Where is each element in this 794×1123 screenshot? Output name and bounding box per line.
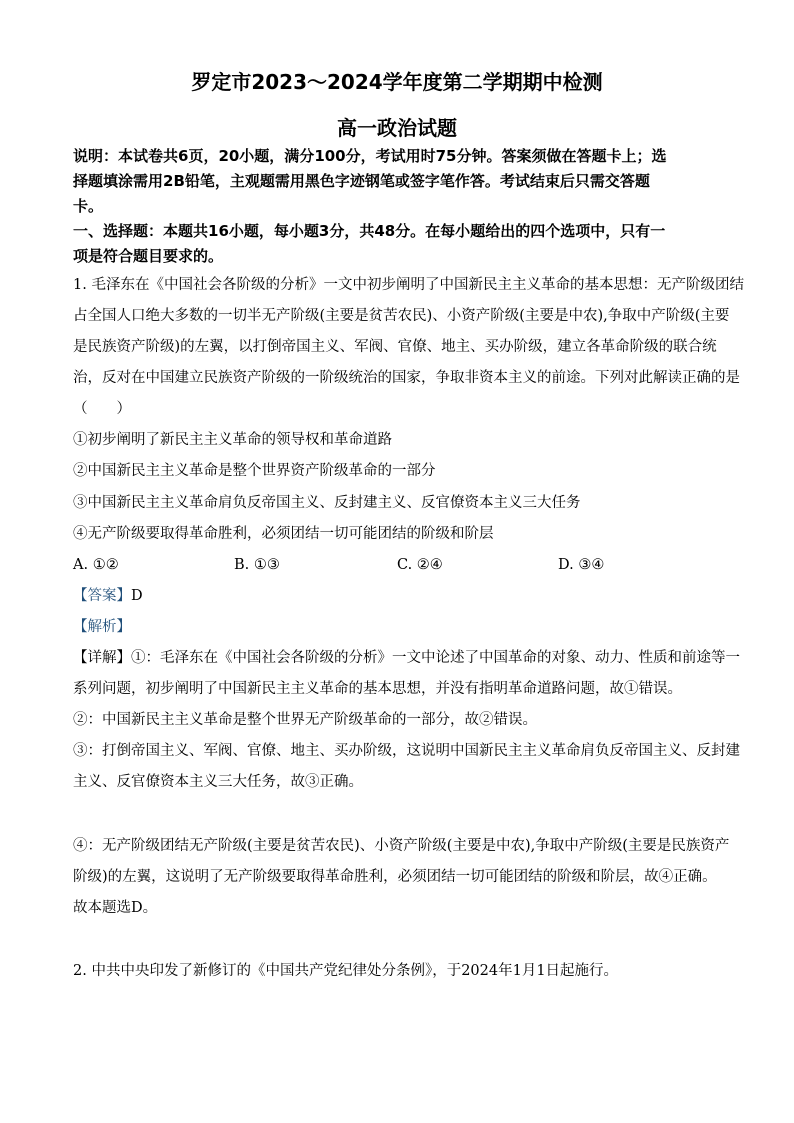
instructions-line-2: 择题填涂需用2B铅笔，主观题需用黑色字迹钢笔或签字笔作答。考试结束后只需交答题 — [73, 172, 650, 190]
answer-value: D — [131, 588, 143, 604]
question-2-stem: 2. 中共中央印发了新修订的《中国共产党纪律处分条例》，于2024年1月1日起施行。 — [73, 963, 619, 979]
instructions-line-3: 卡。 — [73, 197, 104, 215]
exam-subtitle: 高一政治试题 — [337, 116, 457, 140]
detail-line-3: ②：中国新民主主义革命是整个世界无产阶级革命的一部分，故②错误。 — [73, 712, 537, 728]
option-d: D. ③④ — [558, 557, 605, 573]
option-a: A. ①② — [73, 557, 119, 573]
statement-2: ②中国新民主主义革命是整个世界资产阶级革命的一部分 — [73, 463, 436, 479]
question-1-stem-line-4: 治，反对在中国建立民族资产阶级的一阶级统治的国家，争取非资本主义的前途。下列对此解读正确的是 — [73, 370, 740, 386]
detail-line-1: 【详解】①：毛泽东在《中国社会各阶级的分析》一文中论述了中国革命的对象、动力、性质和前途等一 — [73, 650, 740, 666]
section-heading-line-1: 一、选择题：本题共16小题，每小题3分，共48分。在每小题给出的四个选项中，只有一 — [73, 222, 666, 240]
instructions-line-1: 说明：本试卷共6页，20小题，满分100分，考试用时75分钟。答案须做在答题卡上；选 — [73, 147, 667, 165]
analysis-tag: 【解析】 — [73, 619, 131, 635]
detail-line-2: 系列问题，初步阐明了中国新民主主义革命的基本思想，并没有指明革命道路问题，故①错误。 — [73, 681, 682, 697]
statement-3: ③中国新民主主义革命肩负反帝国主义、反封建主义、反官僚资本主义三大任务 — [73, 495, 581, 511]
question-1-stem-line-3: 是民族资产阶级)的左翼，以打倒帝国主义、军阀、官僚、地主、买办阶级，建立各革命阶级的联合统 — [73, 339, 717, 355]
answer-tag: 【答案】 — [73, 588, 131, 604]
question-1-blank: （ ） — [73, 401, 131, 417]
question-1-stem-line-1: 1. 毛泽东在《中国社会各阶级的分析》一文中初步阐明了中国新民主主义革命的基本思想：无产阶级团结 — [73, 277, 744, 293]
detail-line-6: ④：无产阶级团结无产阶级(主要是贫苦农民)、小资产阶级(主要是中农),争取中产阶级(主要是民族资产 — [73, 838, 730, 854]
exam-title: 罗定市2023～2024学年度第二学期期中检测 — [191, 70, 603, 94]
detail-line-5: 主义、反官僚资本主义三大任务，故③正确。 — [73, 774, 363, 790]
detail-line-4: ③：打倒帝国主义、军阀、官僚、地主、买办阶级，这说明中国新民主主义革命肩负反帝国主义、反封建 — [73, 743, 740, 759]
statement-4: ④无产阶级要取得革命胜利，必须团结一切可能团结的阶级和阶层 — [73, 526, 494, 542]
section-heading-line-2: 项是符合题目要求的。 — [73, 247, 224, 265]
option-c: C. ②④ — [397, 557, 443, 573]
question-1-stem-line-2: 占全国人口绝大多数的一切半无产阶级(主要是贫苦农民)、小资产阶级(主要是中农),争取中产阶级(主要 — [73, 308, 730, 324]
detail-conclusion: 故本题选D。 — [73, 900, 158, 916]
option-b: B. ①③ — [234, 557, 280, 573]
answer-line — [73, 586, 143, 606]
statement-1: ①初步阐明了新民主主义革命的领导权和革命道路 — [73, 432, 392, 448]
detail-line-7: 阶级)的左翼，这说明了无产阶级要取得革命胜利，必须团结一切可能团结的阶级和阶层，故④正确。 — [73, 869, 717, 885]
